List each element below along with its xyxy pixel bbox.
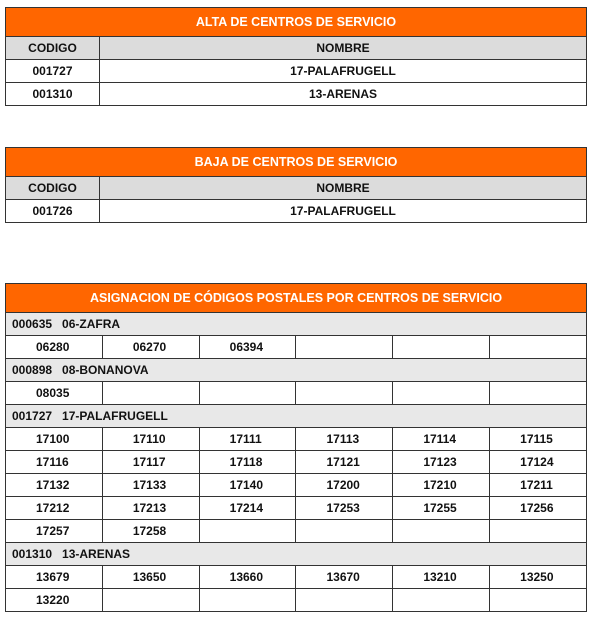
table-row [6, 497, 587, 520]
postal-code-cell [102, 589, 199, 612]
postal-code-cell: 17117 [102, 451, 199, 474]
postal-code-cell: 13210 [393, 566, 490, 589]
postal-code-cell [393, 589, 490, 612]
postal-code-cell: 06280 [6, 336, 103, 359]
postal-code-cell [296, 589, 393, 612]
group-label: 000898 08-BONANOVA [6, 359, 587, 382]
postal-code-cell: 17100 [6, 428, 103, 451]
postal-code-cell: 17116 [6, 451, 103, 474]
table-row [6, 566, 587, 589]
postal-code-cell: 17118 [199, 451, 296, 474]
postal-code-cell: 17210 [393, 474, 490, 497]
table-row [6, 474, 587, 497]
postal-code-cell: 17255 [393, 497, 490, 520]
postal-code-cell [199, 589, 296, 612]
table-row [6, 336, 587, 359]
postal-code-cell: 17121 [296, 451, 393, 474]
postal-code-cell [393, 382, 490, 405]
postal-code-cell: 17258 [102, 520, 199, 543]
postal-code-cell [199, 382, 296, 405]
postal-code-cell: 13670 [296, 566, 393, 589]
asignacion-title: ASIGNACION DE CÓDIGOS POSTALES POR CENTROS DE SERVICIO [6, 284, 587, 313]
postal-code-cell: 06270 [102, 336, 199, 359]
baja-col-nombre: NOMBRE [100, 177, 587, 200]
group-label: 001727 17-PALAFRUGELL [6, 405, 587, 428]
postal-code-cell: 13679 [6, 566, 103, 589]
postal-code-cell: 17214 [199, 497, 296, 520]
postal-code-cell [296, 336, 393, 359]
postal-code-cell: 17113 [296, 428, 393, 451]
group-row [6, 405, 587, 428]
group-label: 001310 13-ARENAS [6, 543, 587, 566]
group-row [6, 359, 587, 382]
alta-table [5, 7, 587, 106]
alta-col-nombre: NOMBRE [100, 37, 587, 60]
group-row [6, 543, 587, 566]
table-row [6, 520, 587, 543]
postal-code-cell: 17114 [393, 428, 490, 451]
postal-code-cell: 17211 [490, 474, 587, 497]
table-row [6, 60, 587, 83]
postal-code-cell: 13650 [102, 566, 199, 589]
postal-code-cell [490, 336, 587, 359]
postal-code-cell: 17133 [102, 474, 199, 497]
group-label: 000635 06-ZAFRA [6, 313, 587, 336]
table-row [6, 83, 587, 106]
postal-code-cell: 17123 [393, 451, 490, 474]
postal-code-cell: 17111 [199, 428, 296, 451]
postal-code-cell: 17115 [490, 428, 587, 451]
postal-code-cell: 17213 [102, 497, 199, 520]
postal-code-cell [393, 520, 490, 543]
asignacion-table [5, 283, 587, 612]
alta-col-codigo: CODIGO [6, 37, 100, 60]
table-row [6, 382, 587, 405]
postal-code-cell [490, 382, 587, 405]
postal-code-cell [296, 520, 393, 543]
postal-code-cell: 17110 [102, 428, 199, 451]
table-row [6, 589, 587, 612]
postal-code-cell: 17200 [296, 474, 393, 497]
baja-table [5, 147, 587, 223]
alta-nombre: 17-PALAFRUGELL [100, 60, 587, 83]
postal-code-cell: 13660 [199, 566, 296, 589]
baja-nombre: 17-PALAFRUGELL [100, 200, 587, 223]
postal-code-cell: 17253 [296, 497, 393, 520]
postal-code-cell [490, 520, 587, 543]
table-row [6, 428, 587, 451]
alta-title: ALTA DE CENTROS DE SERVICIO [6, 8, 587, 37]
baja-title: BAJA DE CENTROS DE SERVICIO [6, 148, 587, 177]
postal-code-cell: 06394 [199, 336, 296, 359]
postal-code-cell: 17132 [6, 474, 103, 497]
group-row [6, 313, 587, 336]
postal-code-cell: 17256 [490, 497, 587, 520]
postal-code-cell: 13220 [6, 589, 103, 612]
postal-code-cell [199, 520, 296, 543]
baja-col-codigo: CODIGO [6, 177, 100, 200]
postal-code-cell: 13250 [490, 566, 587, 589]
postal-code-cell: 17124 [490, 451, 587, 474]
postal-code-cell: 08035 [6, 382, 103, 405]
baja-codigo: 001726 [6, 200, 100, 223]
alta-codigo: 001310 [6, 83, 100, 106]
table-row [6, 200, 587, 223]
postal-code-cell [102, 382, 199, 405]
postal-code-cell: 17212 [6, 497, 103, 520]
alta-nombre: 13-ARENAS [100, 83, 587, 106]
postal-code-cell [393, 336, 490, 359]
table-row [6, 451, 587, 474]
postal-code-cell [296, 382, 393, 405]
postal-code-cell [490, 589, 587, 612]
alta-codigo: 001727 [6, 60, 100, 83]
postal-code-cell: 17140 [199, 474, 296, 497]
postal-code-cell: 17257 [6, 520, 103, 543]
